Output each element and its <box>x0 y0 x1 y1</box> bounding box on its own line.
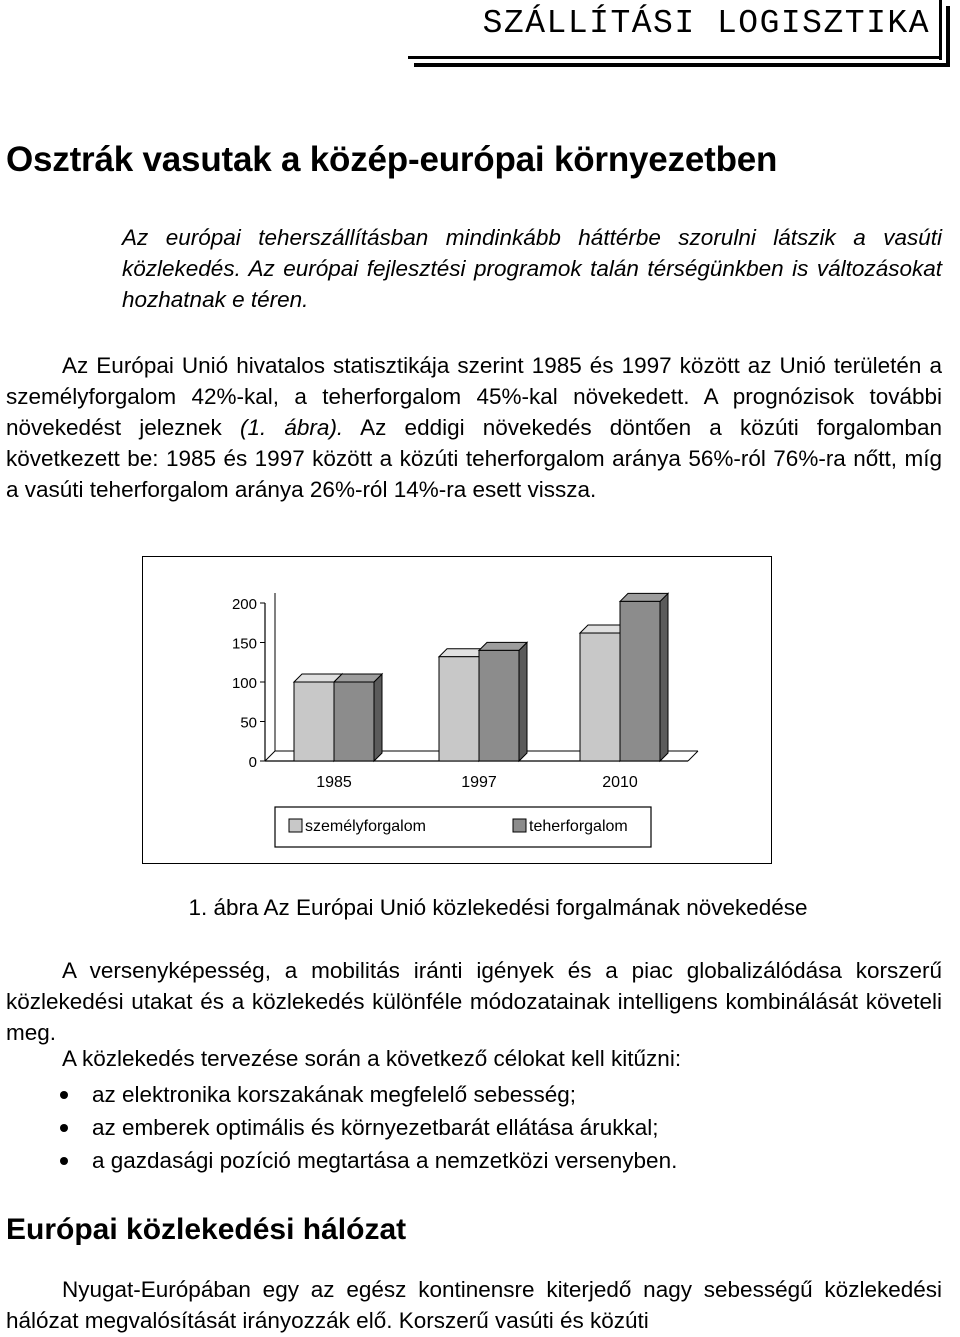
x-tick-label: 2010 <box>602 774 638 791</box>
y-tick-label: 100 <box>231 675 257 692</box>
bar <box>479 650 519 761</box>
figure-caption: 1. ábra Az Európai Unió közlekedési forgalmának növekedése <box>188 895 808 920</box>
p2-text: A versenyképesség, a mobilitás iránti igények és a piac globalizálódása korszerű közlekedési utakat és a közlekedés különféle módozatainak intelligens kombinálását követeli meg. <box>6 958 942 1045</box>
p1-text-b: Az eddigi növekedés döntően a közúti forgalomban következett be: 1985 és 1997 között a közúti teherforgalom aránya 56%-ról 76%-ra nőtt, míg a vasúti teherforgalom aránya 26%-ról 14%-ra esett vissza. <box>6 415 942 502</box>
p3-text: A közlekedés tervezése során a következő célokat kell kitűzni: <box>62 1046 682 1071</box>
section-title: Európai közlekedési hálózat <box>6 1213 407 1246</box>
list-item: az elektronika korszakának megfelelő sebesség; <box>60 1078 677 1111</box>
figure-reference: (1. ábra). <box>239 415 344 440</box>
list-item: az emberek optimális és környezetbarát ellátása árukkal; <box>60 1111 677 1144</box>
bar <box>620 601 660 761</box>
body-paragraph-2 <box>6 955 942 1048</box>
bar <box>294 682 334 761</box>
running-header-title: SZÁLLÍTÁSI LOGISZTIKA <box>482 5 930 42</box>
legend-label: személyforgalom <box>305 818 426 835</box>
bar <box>580 633 620 761</box>
bar-top <box>620 593 668 601</box>
header-shadow-bottom <box>414 63 950 67</box>
body-paragraph-1 <box>6 350 942 505</box>
chart-floor-right-edge <box>688 751 698 761</box>
bar <box>439 657 479 761</box>
bar-top <box>334 674 382 682</box>
body-paragraph-4 <box>6 1274 942 1336</box>
x-tick-label: 1985 <box>316 774 352 791</box>
legend-label: teherforgalom <box>529 818 628 835</box>
p1-text-a: Az Európai Unió hivatalos statisztikája szerint 1985 és 1997 között az Unió területén a személyforgalom 42%-kal, a teherforgalom 45%-kal növekedett. A prognózisok további növekedést jeleznek <box>6 353 942 440</box>
bar-side <box>660 593 668 761</box>
list-item: a gazdasági pozíció megtartása a nemzetközi versenyben. <box>60 1144 677 1177</box>
bar-chart-svg <box>143 557 773 865</box>
lead-paragraph: Az európai teherszállításban mindinkább háttérbe szorulni látszik a vasúti közlekedés. Az európai fejlesztési programok talán térségünkben is változásokat hozhatnak e téren. <box>122 225 942 312</box>
article-title: Osztrák vasutak a közép-európai környezetben <box>6 140 778 179</box>
bar-side <box>374 674 382 761</box>
bar-side <box>519 642 527 761</box>
legend-swatch <box>513 819 526 832</box>
y-tick-label: 50 <box>240 714 257 732</box>
legend-swatch <box>289 819 302 832</box>
y-tick-label: 200 <box>231 596 257 613</box>
chart-floor-edge <box>265 751 275 761</box>
bar <box>334 682 374 761</box>
bar-top <box>479 642 527 650</box>
body-paragraph-3 <box>6 1043 942 1074</box>
x-tick-label: 1997 <box>461 774 497 791</box>
y-tick-label: 0 <box>248 754 257 771</box>
header-frame-right <box>939 0 942 60</box>
goals-list <box>60 1078 677 1177</box>
y-tick-label: 150 <box>231 635 257 653</box>
header-frame-bottom <box>408 56 942 59</box>
figure-1-chart <box>142 556 772 864</box>
header-shadow-right <box>946 6 950 66</box>
p4-text: Nyugat-Európában egy az egész kontinensre kiterjedő nagy sebességű közlekedési hálózat megvalósítását irányozzák elő. Korszerű vasúti és közúti <box>6 1277 942 1333</box>
